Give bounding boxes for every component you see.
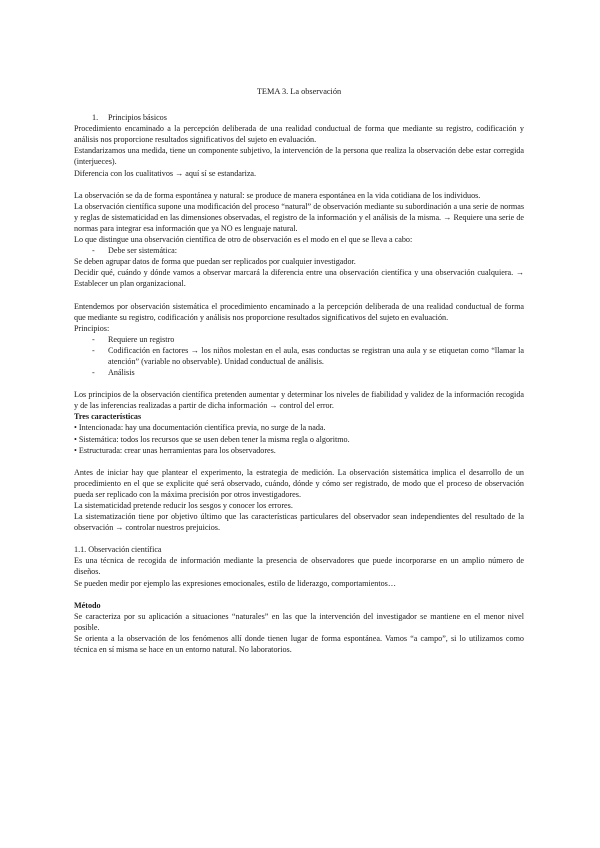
metodo-heading: Método [74,600,101,610]
paragraph: La observación se da de forma espontánea y natural: se produce de manera espontánea en la vida cotidiana de los individuos. [74,190,481,200]
paragraph: Entendemos por observación sistemática el procedimiento encaminado a la percepción deliberada de una realidad conductual de forma que mediante su registro, codificación y análisis nos proporcione resultados significativos del sujeto en evaluación. [74,301,524,322]
list-item: - Codificación en factores → los niños molestan en el aula, esas conductas se registran una aula y se etiquetan como “llamar la atención” (variable no observable). Unidad conductual de análisis. [92,345,524,366]
list-item-text: Codificación en factores → los niños molestan en el aula, esas conductas se registran una aula y se etiquetan como “llamar la atención” (variable no observable). Unidad conductual de análisis. [108,345,524,366]
paragraph: Diferencia con los cualitativos → aquí sí se estandariza. [74,168,257,178]
paragraph: Procedimiento encaminado a la percepción deliberada de una realidad conductual de forma que mediante su registro, codificación y análisis nos proporcione resultados significativos del sujeto en evaluación. [74,124,524,145]
paragraph: Estandarizamos una medida, tiene un componente subjetivo, la intervención de la persona que realiza la observación debe estar corregida (interjueces). [74,146,524,167]
bullet-item: • Estructurada: crear unas herramientas para los observadores. [74,445,276,455]
list-item-text: Análisis [108,368,135,378]
section-1-number: 1. [92,113,99,123]
paragraph: Se caracteriza por su aplicación a situaciones “naturales” en las que la intervención del investigador se mantiene en el menor nivel posible. [74,611,524,632]
bullet-item: • Sistemática: todos los recursos que se usen deben tener la misma regla o algoritmo. [74,434,350,444]
paragraph: Lo que distingue una observación científica de otro de observación es el modo en el que se lleva a cabo: [74,235,413,245]
list-item: - Requiere un registro [92,334,175,344]
paragraph: La observación científica supone una modificación del proceso “natural” de observación mediante su subordinación a una serie de normas y reglas de sistematicidad en las dimensiones observadas, el registro de la información y el análisis de la misma. → Requiere una serie de normas para integrar esa información que ya NO es lenguaje natural. [74,201,524,233]
paragraph: Es una técnica de recogida de información mediante la presencia de observadores que puede incorporarse en un amplio número de diseños. [74,556,524,577]
principios-label: Principios: [74,323,110,333]
list-item: - Análisis [92,368,135,378]
tres-caracteristicas-heading: Tres características [74,412,142,422]
list-item: - Debe ser sistemática: [92,246,178,256]
list-item-text: Debe ser sistemática: [108,246,178,256]
paragraph: La sistematización tiene por objetivo último que las características particulares del observador sean independientes del resultado de la observación → controlar nuestros prejuicios. [74,512,524,533]
paragraph: Los principios de la observación científica pretenden aumentar y determinar los niveles de fiabilidad y validez de la información recogida y de las inferencias realizadas a partir de dicha información → control del error. [74,390,524,411]
page-title: TEMA 3. La observación [256,87,342,96]
bullet-item: • Intencionada: hay una documentación científica previa, no surge de la nada. [74,423,326,433]
paragraph: La sistematicidad pretende reducir los sesgos y conocer los errores. [74,501,293,510]
dash-list [74,245,524,256]
paragraph: Se pueden medir por ejemplo las expresiones emocionales, estilo de liderazgo, comportamientos… [74,578,396,588]
list-item-text: Requiere un registro [108,334,175,344]
paragraph: Decidir qué, cuándo y dónde vamos a observar marcará la diferencia entre una observación científica y una observación cualquiera. → Establecer un plan organizacional. [74,268,524,289]
paragraph: Se orienta a la observación de los fenómenos allí donde tienen lugar de forma espontánea. Vamos “a campo”, si lo utilizamos como técnica en sí misma se hace en un entorno natural. No laboratorios. [74,633,524,655]
section-1-heading-text: Principios básicos [108,113,167,123]
paragraph: Se deben agrupar datos de forma que puedan ser replicados por cualquier investigador. [74,257,356,267]
section-1-1-heading: 1.1. Observación científica [74,545,162,555]
section-1-heading [92,112,524,123]
dash-list [74,334,524,378]
paragraph: Antes de iniciar hay que plantear el experimento, la estrategia de medición. La observación sistemática implica el desarrollo de un procedimiento en el que se explicite qué será observado, cuándo, dónde y cómo ser registrado, de modo que el proceso de observación pueda ser replicado con la máxima precisión por otros investigadores. [74,467,524,499]
